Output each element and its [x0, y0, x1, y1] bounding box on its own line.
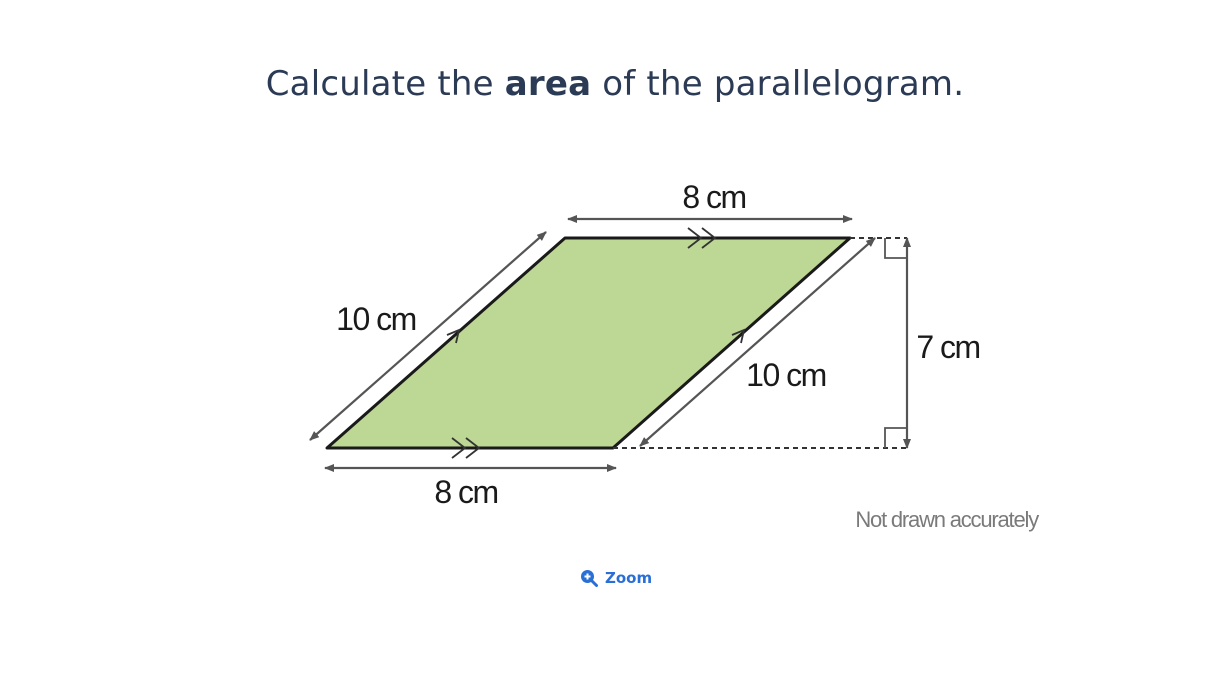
right-angle-bottom-marker — [885, 428, 907, 448]
parallelogram-shape — [327, 238, 850, 448]
right-angle-top-marker — [885, 238, 907, 258]
question-prefix: Calculate the — [265, 64, 505, 104]
left-side-label: 10 cm — [336, 301, 416, 337]
zoom-label: Zoom — [605, 569, 653, 587]
question-suffix: of the parallelogram. — [591, 64, 965, 104]
zoom-button[interactable] — [580, 569, 652, 587]
right-side-label: 10 cm — [746, 357, 826, 393]
bottom-side-label: 8 cm — [434, 474, 498, 510]
question-emphasis: area — [504, 64, 592, 104]
top-side-label: 8 cm — [682, 179, 746, 215]
zoom-in-icon — [580, 569, 598, 587]
height-label: 7 cm — [916, 329, 980, 365]
not-drawn-accurately-note: Not drawn accurately — [855, 507, 1038, 532]
